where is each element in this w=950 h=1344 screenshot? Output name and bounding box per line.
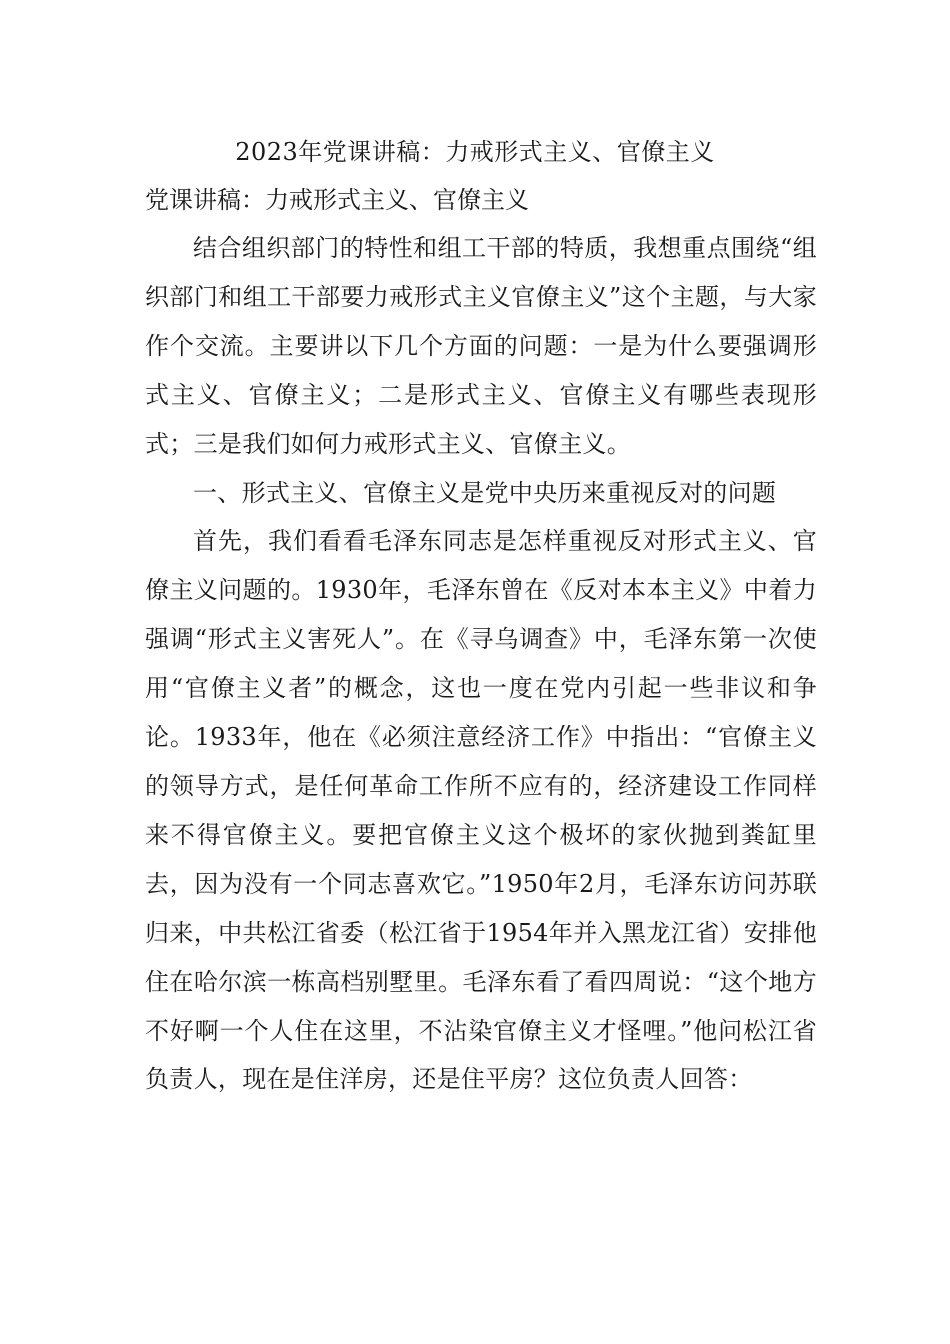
section-heading-1: 一、形式主义、官僚主义是党中央历来重视反对的问题 (193, 478, 777, 507)
document-body (145, 224, 817, 1104)
document-title: 2023年党课讲稿：力戒形式主义、官僚主义 (235, 138, 715, 166)
document-subtitle: 党课讲稿：力戒形式主义、官僚主义 (145, 186, 529, 214)
paragraph-mao-history: 首先，我们看看毛泽东同志是怎样重视反对形式主义、官僚主义问题的。1930年，毛泽东曾在《反对本本主义》中着力强调“形式主义害死人”。在《寻乌调查》中，毛泽东第一次使用“官僚主义者”的概念，这也一度在党内引起一些非议和争论。1933年，他在《必须注意经济工作》中指出：“官僚主义的领导方式，是任何革命工作所不应有的，经济建设工作同样来不得官僚主义。要把官僚主义这个极坏的家伙抛到粪缸里去，因为没有一个同志喜欢它。”1950年2月，毛泽东访问苏联归来，中共松江省委（松江省于1954年并入黑龙江省）安排他住在哈尔滨一栋高档别墅里。毛泽东看了看四周说：“这个地方不好啊一个人住在这里，不沾染官僚主义才怪哩。”他问松江省负责人，现在是住洋房，还是住平房？这位负责人回答： (145, 527, 817, 1094)
paragraph-intro: 结合组织部门的特性和组工干部的特质，我想重点围绕“组织部门和组工干部要力戒形式主义官僚主义”这个主题，与大家作个交流。主要讲以下几个方面的问题：一是为什么要强调形式主义、官僚主义；二是形式主义、官僚主义有哪些表现形式；三是我们如何力戒形式主义、官僚主义。 (145, 234, 817, 458)
